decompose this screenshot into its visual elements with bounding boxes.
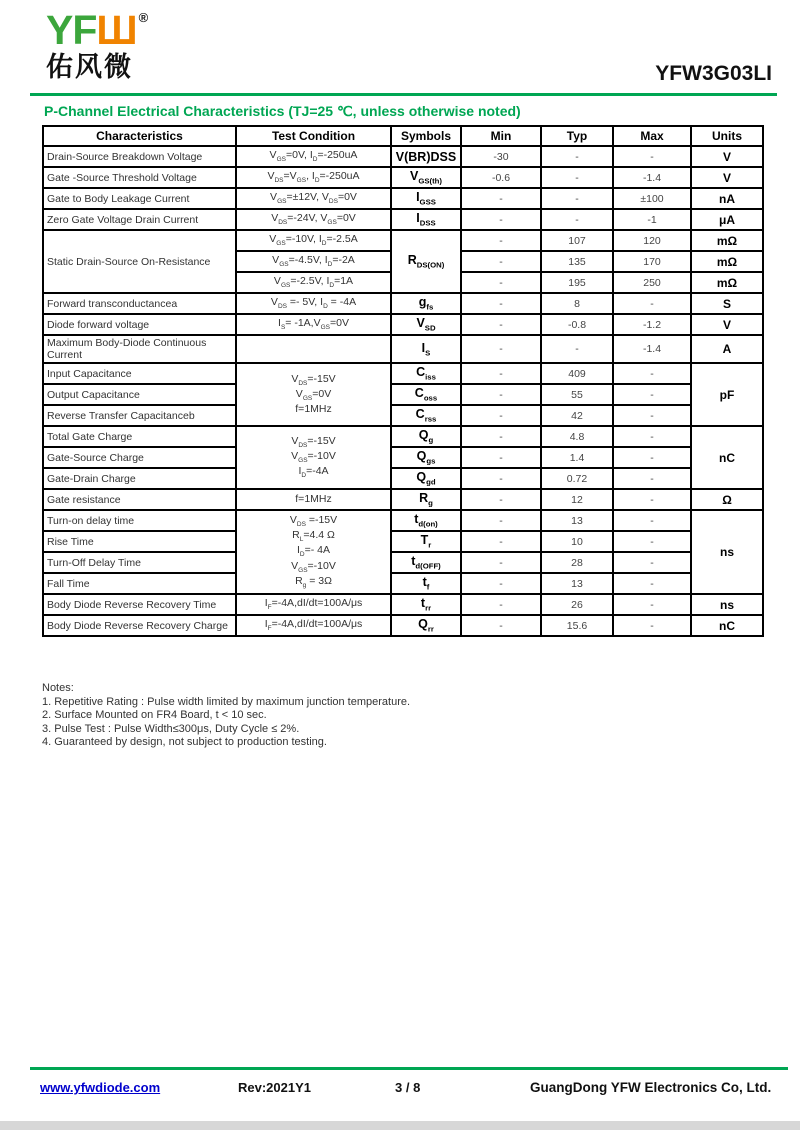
table-cell: Input Capacitance [43, 363, 236, 384]
table-cell: mΩ [691, 251, 763, 272]
table-cell: $I_{GSS}$ [391, 188, 461, 209]
table-cell: $I_S$ [391, 335, 461, 363]
notes-title: Notes: [42, 682, 74, 694]
note-item: 3. Pulse Test : Pulse Width≤300μs, Duty Cycle ≤ 2%. [42, 722, 300, 735]
table-cell: - [461, 363, 541, 384]
column-header: Symbols [391, 126, 461, 146]
table-cell: Static Drain-Source On-Resistance [43, 230, 236, 293]
table-cell: - [461, 314, 541, 335]
table-cell: V(BR)DSS [391, 146, 461, 167]
table-cell: -1.2 [613, 314, 691, 335]
table-cell: 13 [541, 573, 613, 594]
table-cell [236, 335, 391, 363]
table-cell: $V_{GS(th)}$ [391, 167, 461, 188]
column-header: Min [461, 126, 541, 146]
table-body [43, 146, 763, 636]
table-cell: - [461, 615, 541, 636]
table-cell: - [613, 531, 691, 552]
table-row [43, 230, 763, 251]
table-cell: - [541, 146, 613, 167]
table-cell: nA [691, 188, 763, 209]
table-cell: nC [691, 426, 763, 489]
column-header: Max [613, 126, 691, 146]
table-cell: Reverse Transfer Capacitanceb [43, 405, 236, 426]
table-cell: -0.8 [541, 314, 613, 335]
table-cell: $V_{GS}=0V$, $I_D=-250uA$ [236, 146, 391, 167]
table-cell: 10 [541, 531, 613, 552]
table-cell: 135 [541, 251, 613, 272]
table-row [43, 188, 763, 209]
table-cell: Total Gate Charge [43, 426, 236, 447]
table-cell: Drain-Source Breakdown Voltage [43, 146, 236, 167]
table-cell: $R_{DS(ON)}$ [391, 230, 461, 293]
table-cell: - [461, 293, 541, 314]
table-cell: mΩ [691, 272, 763, 293]
table-cell: Zero Gate Voltage Drain Current [43, 209, 236, 230]
note-item: 2. Surface Mounted on FR4 Board, t < 10 sec. [42, 709, 267, 721]
table-row [43, 384, 763, 405]
table-cell: $Q_{gs}$ [391, 447, 461, 468]
table-row [43, 167, 763, 188]
table-cell: - [461, 272, 541, 293]
table-cell: $I_F=-4A,dI/dt=100A/\mu s$ [236, 615, 391, 636]
table-row [43, 615, 763, 636]
table-cell: -1.4 [613, 335, 691, 363]
section-title: P-Channel Electrical Characteristics (TJ=25 ℃, unless otherwise noted) [44, 103, 521, 119]
table-cell: - [461, 405, 541, 426]
table-cell: Body Diode Reverse Recovery Time [43, 594, 236, 615]
table-cell: Rise Time [43, 531, 236, 552]
table-cell: Diode forward voltage [43, 314, 236, 335]
table-cell: - [613, 146, 691, 167]
table-cell: mΩ [691, 230, 763, 251]
table-cell: Gate-Drain Charge [43, 468, 236, 489]
table-cell: $V_{GS}=-10V$, $I_D=-2.5A$ [236, 230, 391, 251]
table-cell: 42 [541, 405, 613, 426]
table-row [43, 468, 763, 489]
registered-trademark-icon: ® [138, 10, 148, 25]
table-cell: 4.8 [541, 426, 613, 447]
table-row [43, 314, 763, 335]
table-cell: - [541, 167, 613, 188]
table-cell: -30 [461, 146, 541, 167]
table-cell: 28 [541, 552, 613, 573]
table-cell: $V_{GS}=-4.5V$, $I_D=-2A$ [236, 251, 391, 272]
table-cell: - [613, 615, 691, 636]
table-cell: μA [691, 209, 763, 230]
column-header: Characteristics [43, 126, 236, 146]
table-cell: - [613, 594, 691, 615]
table-row [43, 335, 763, 363]
table-cell: $C_{iss}$ [391, 363, 461, 384]
table-cell: - [541, 188, 613, 209]
bottom-edge-strip [0, 1121, 800, 1130]
table-row [43, 510, 763, 531]
table-cell: - [613, 573, 691, 594]
column-header: Units [691, 126, 763, 146]
table-cell: $V_{DS}=-15V$ $V_{GS}=0V$ f=1MHz [236, 363, 391, 426]
table-cell: 15.6 [541, 615, 613, 636]
table-cell: - [461, 489, 541, 510]
page-number: 3 / 8 [395, 1080, 421, 1095]
table-row [43, 447, 763, 468]
table-cell: Body Diode Reverse Recovery Charge [43, 615, 236, 636]
table-cell: 12 [541, 489, 613, 510]
table-cell: $V_{GS}=-2.5V$, $I_D=1A$ [236, 272, 391, 293]
table-cell: Gate -Source Threshold Voltage [43, 167, 236, 188]
table-cell: - [461, 468, 541, 489]
table-header-row [43, 126, 763, 146]
table-row [43, 405, 763, 426]
table-cell: $I_S= -1A,V_{GS}=0V$ [236, 314, 391, 335]
revision-label: Rev:2021Y1 [238, 1080, 311, 1095]
table-cell: nC [691, 615, 763, 636]
table-cell: - [461, 510, 541, 531]
table-cell: V [691, 167, 763, 188]
table-cell: $I_F=-4A,dI/dt=100A/\mu s$ [236, 594, 391, 615]
table-row [43, 594, 763, 615]
table-cell: $t_{d(OFF)}$ [391, 552, 461, 573]
table-cell: $t_{rr}$ [391, 594, 461, 615]
table-cell: 170 [613, 251, 691, 272]
table-cell: V [691, 146, 763, 167]
table-cell: $V_{DS}=-15V$ $V_{GS}=-10V$ $I_D=-4A$ [236, 426, 391, 489]
logo-w-glyph: Ш [96, 7, 137, 53]
table-cell: A [691, 335, 763, 363]
column-header: Test Condition [236, 126, 391, 146]
table-cell: Fall Time [43, 573, 236, 594]
table-cell: 250 [613, 272, 691, 293]
table-cell: Turn-on delay time [43, 510, 236, 531]
table-cell: $V_{SD}$ [391, 314, 461, 335]
table-cell: -0.6 [461, 167, 541, 188]
table-cell: $Q_g$ [391, 426, 461, 447]
company-name: GuangDong YFW Electronics Co, Ltd. [530, 1080, 772, 1095]
table-cell: ±100 [613, 188, 691, 209]
table-cell: - [461, 573, 541, 594]
table-cell: $C_{rss}$ [391, 405, 461, 426]
table-cell: - [613, 447, 691, 468]
table-row [43, 489, 763, 510]
table-cell: - [541, 335, 613, 363]
column-header: Typ [541, 126, 613, 146]
table-cell: - [461, 552, 541, 573]
table-cell: - [461, 335, 541, 363]
table-cell: - [461, 230, 541, 251]
footer-rule [30, 1067, 788, 1070]
table-cell: V [691, 314, 763, 335]
table-cell: ns [691, 510, 763, 594]
table-cell: Maximum Body-Diode Continuous Current [43, 335, 236, 363]
table-row [43, 426, 763, 447]
table-cell: $V_{GS}=\pm 12V$, $V_{DS}=0V$ [236, 188, 391, 209]
table-cell: $t_{d(on)}$ [391, 510, 461, 531]
table-row [43, 573, 763, 594]
table-cell: Forward transconductancea [43, 293, 236, 314]
table-cell: S [691, 293, 763, 314]
table-cell: Turn-Off Delay Time [43, 552, 236, 573]
table-cell: Gate-Source Charge [43, 447, 236, 468]
note-item: 1. Repetitive Rating : Pulse width limited by maximum junction temperature. [42, 695, 411, 708]
table-cell: 409 [541, 363, 613, 384]
table-cell: - [461, 594, 541, 615]
table-cell: -1.4 [613, 167, 691, 188]
table-cell: - [461, 384, 541, 405]
table-row [43, 293, 763, 314]
table-cell: 195 [541, 272, 613, 293]
table-cell: - [461, 426, 541, 447]
table-row [43, 363, 763, 384]
table-cell: - [461, 188, 541, 209]
table-cell: - [613, 384, 691, 405]
logo-chinese-text: 佑风微 [46, 52, 133, 82]
table-cell: Gate resistance [43, 489, 236, 510]
table-row [43, 209, 763, 230]
table-cell: $T_r$ [391, 531, 461, 552]
table-row [43, 552, 763, 573]
table-cell: 107 [541, 230, 613, 251]
table-cell: - [461, 251, 541, 272]
table-cell: - [461, 447, 541, 468]
table-cell: f=1MHz [236, 489, 391, 510]
table-cell: -1 [613, 209, 691, 230]
table-cell: Gate to Body Leakage Current [43, 188, 236, 209]
electrical-characteristics-table [42, 125, 764, 637]
table-cell: $Q_{gd}$ [391, 468, 461, 489]
table-cell: - [613, 489, 691, 510]
table-cell: - [613, 363, 691, 384]
table-cell: $R_g$ [391, 489, 461, 510]
logo-yf-letters: YF [46, 7, 97, 53]
table-cell: 55 [541, 384, 613, 405]
table-cell: $V_{DS}=-24V$, $V_{GS}=0V$ [236, 209, 391, 230]
table-cell: - [613, 510, 691, 531]
table-cell: 1.4 [541, 447, 613, 468]
table-cell: $g_{fs}$ [391, 293, 461, 314]
table-cell: 13 [541, 510, 613, 531]
table-cell: - [613, 293, 691, 314]
table-cell: - [613, 468, 691, 489]
yfw-logo [46, 7, 148, 82]
table-cell: - [613, 405, 691, 426]
table-cell: 120 [613, 230, 691, 251]
table-cell: 8 [541, 293, 613, 314]
notes [42, 682, 410, 750]
website-link[interactable]: www.yfwdiode.com [40, 1080, 161, 1095]
table-cell: $V_{DS}=V_{GS}$, $I_D=-250uA$ [236, 167, 391, 188]
table-cell: Ω [691, 489, 763, 510]
table-cell: 26 [541, 594, 613, 615]
table-cell: $V_{DS} =-15V$ $R_L=4.4$ Ω $I_D=-$ 4A $V_{GS}=-10V$ $R_g = 3\Omega$ [236, 510, 391, 594]
table-cell: ns [691, 594, 763, 615]
table-cell: - [461, 209, 541, 230]
yfw-logo-wordmark [46, 7, 148, 53]
table-row [43, 531, 763, 552]
table-row [43, 146, 763, 167]
table-cell: Output Capacitance [43, 384, 236, 405]
table-cell: - [613, 552, 691, 573]
table-cell: - [613, 426, 691, 447]
note-item: 4. Guaranteed by design, not subject to production testing. [42, 736, 327, 748]
table-cell: - [461, 531, 541, 552]
part-number: YFW3G03LI [655, 62, 772, 85]
table-cell: - [541, 209, 613, 230]
header-rule [30, 93, 777, 96]
table-cell: $C_{oss}$ [391, 384, 461, 405]
table-cell: $t_f$ [391, 573, 461, 594]
table-cell: 0.72 [541, 468, 613, 489]
table-container [42, 125, 764, 637]
table-cell: $I_{DSS}$ [391, 209, 461, 230]
table-cell: $Q_{rr}$ [391, 615, 461, 636]
table-cell: $V_{DS} =- 5V$, $I_D = -4A$ [236, 293, 391, 314]
table-cell: pF [691, 363, 763, 426]
